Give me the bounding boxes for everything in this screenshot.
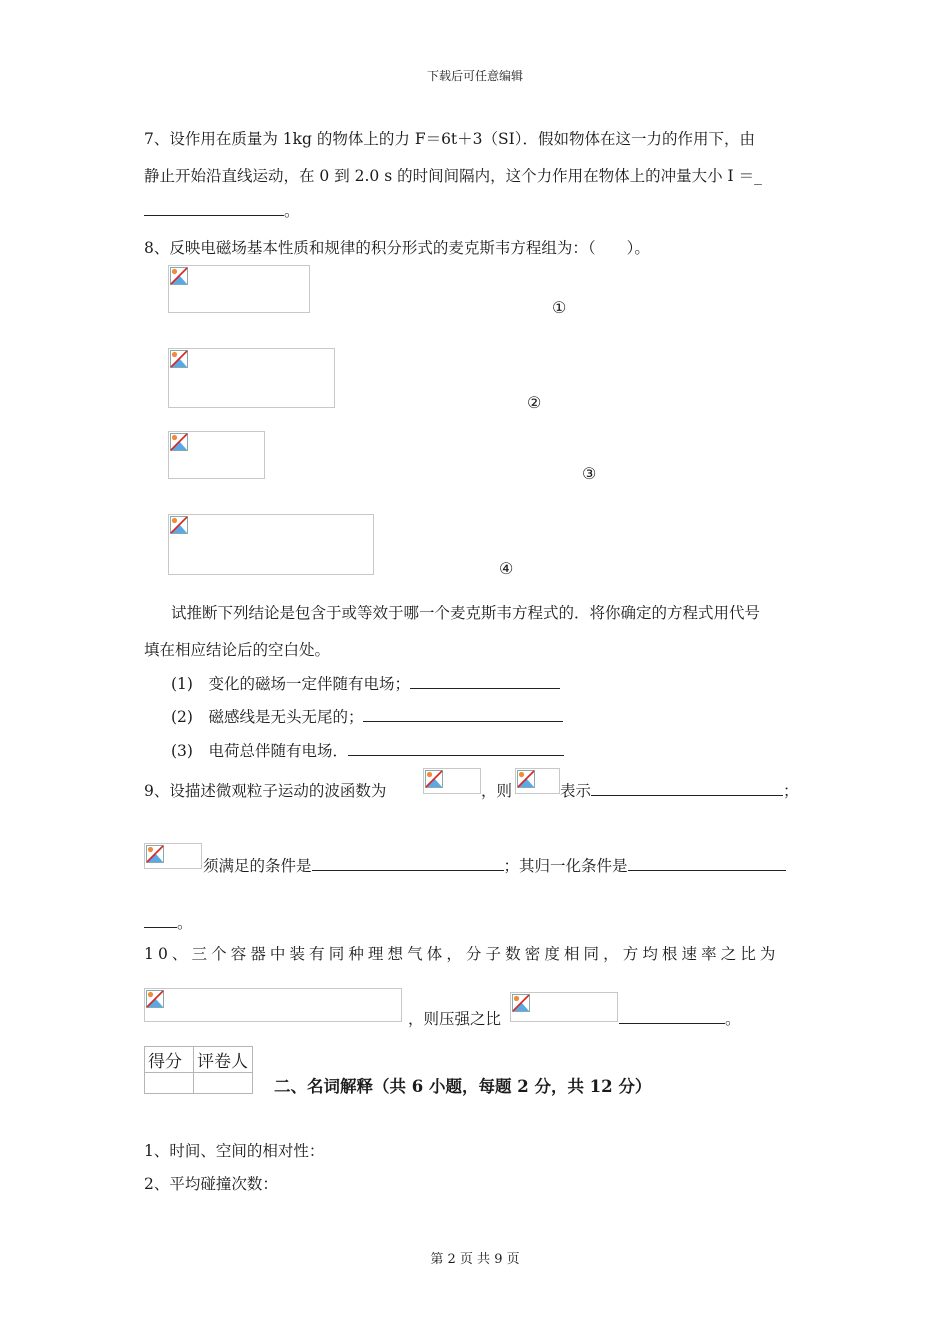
q9-text-3	[560, 779, 799, 801]
broken-image-icon	[170, 350, 188, 368]
q8-item-1-blank	[410, 674, 560, 689]
q8-item-2	[171, 705, 563, 727]
section-2-title: 二、名词解释（共 6 小题，每题 2 分，共 12 分）	[274, 1077, 652, 1096]
q10-text-2: ，则压强之比	[408, 1010, 502, 1028]
equation-image-4	[168, 514, 374, 575]
q10-line-1: 10、三个容器中装有同种理想气体，分子数密度相同，方均根速率之比为	[144, 945, 780, 963]
equation-image-3	[168, 431, 265, 479]
q8-instruction-2: 填在相应结论后的空白处。	[144, 641, 331, 659]
q9-line-3	[144, 911, 193, 933]
broken-image-icon	[146, 990, 164, 1008]
q7-line-3	[144, 199, 300, 221]
q8-item-3-blank	[348, 741, 564, 756]
q7-line-1: 7、设作用在质量为 1kg 的物体上的力 F＝6t＋3（SI）．假如物体在这一力的作用下，由	[144, 130, 756, 148]
q10-blank	[619, 1009, 725, 1024]
broken-image-icon	[512, 994, 530, 1012]
q9-text-6: ；其归一化条件是	[503, 857, 628, 875]
q9-text-7: 。	[177, 914, 193, 932]
broken-image-icon	[170, 267, 188, 285]
q9-blank-2	[312, 856, 504, 871]
eq-label-2: ②	[527, 393, 542, 412]
q10-text-3: 。	[725, 1010, 741, 1028]
q9-text-1: 9、设描述微观粒子运动的波函数为	[144, 782, 387, 800]
broken-image-icon	[425, 770, 443, 788]
eq-label-3: ③	[582, 464, 597, 483]
q9-text-4: ；	[783, 782, 799, 800]
q9-blank-3	[628, 856, 786, 871]
q8-item-1	[171, 672, 560, 694]
q8-item-1-text: (1) 变化的磁场一定伴随有电场；	[171, 675, 410, 693]
q9-text-3a: 表示	[560, 782, 592, 800]
q9-text-2: ，则	[481, 782, 513, 800]
q9-line-2	[203, 854, 786, 876]
probability-density-image	[515, 768, 560, 794]
q9-blank-1	[591, 781, 783, 796]
broken-image-icon	[170, 433, 188, 451]
pressure-ratio-image	[510, 992, 618, 1022]
broken-image-icon	[517, 770, 535, 788]
equation-image-1	[168, 265, 310, 313]
grader-cell[interactable]	[194, 1073, 253, 1094]
score-table	[144, 1046, 253, 1094]
q7-end: 。	[284, 202, 300, 220]
score-header: 得分	[145, 1047, 194, 1073]
q8-item-3-text: (3) 电荷总伴随有电场．	[171, 742, 348, 760]
q9-blank-3-cont	[144, 913, 177, 928]
term-2: 2、平均碰撞次数：	[144, 1175, 278, 1193]
q8-item-2-text: (2) 磁感线是无头无尾的；	[171, 708, 364, 726]
equation-image-2	[168, 348, 335, 408]
eq-label-4: ④	[499, 559, 514, 578]
q9-text-5: 须满足的条件是	[203, 857, 312, 875]
term-1: 1、时间、空间的相对性：	[144, 1142, 325, 1160]
eq-label-1: ①	[552, 298, 567, 317]
q8-item-3	[171, 739, 564, 761]
q8-instruction-1: 试推断下列结论是包含于或等效于哪一个麦克斯韦方程式的．将你确定的方程式用代号	[171, 604, 761, 622]
q8-stem: 8、反映电磁场基本性质和规律的积分形式的麦克斯韦方程组为：（ ）。	[144, 239, 650, 257]
q7-line-2: 静止开始沿直线运动，在 0 到 2.0 s 的时间间隔内，这个力作用在物体上的冲量大小 I ＝_	[144, 167, 762, 185]
grader-header: 评卷人	[194, 1047, 253, 1073]
wavefunction-image	[423, 768, 481, 794]
broken-image-icon	[170, 516, 188, 534]
score-cell[interactable]	[145, 1073, 194, 1094]
wavefunction-image-2	[144, 843, 202, 869]
rms-ratio-image	[144, 988, 402, 1022]
q7-answer-blank	[144, 201, 284, 216]
q8-item-2-blank	[363, 707, 563, 722]
page-header: 下载后可任意编辑	[426, 69, 523, 83]
broken-image-icon	[146, 845, 164, 863]
page-footer: 第 2 页 共 9 页	[430, 1252, 520, 1267]
q10-line-2-end	[619, 1007, 741, 1029]
